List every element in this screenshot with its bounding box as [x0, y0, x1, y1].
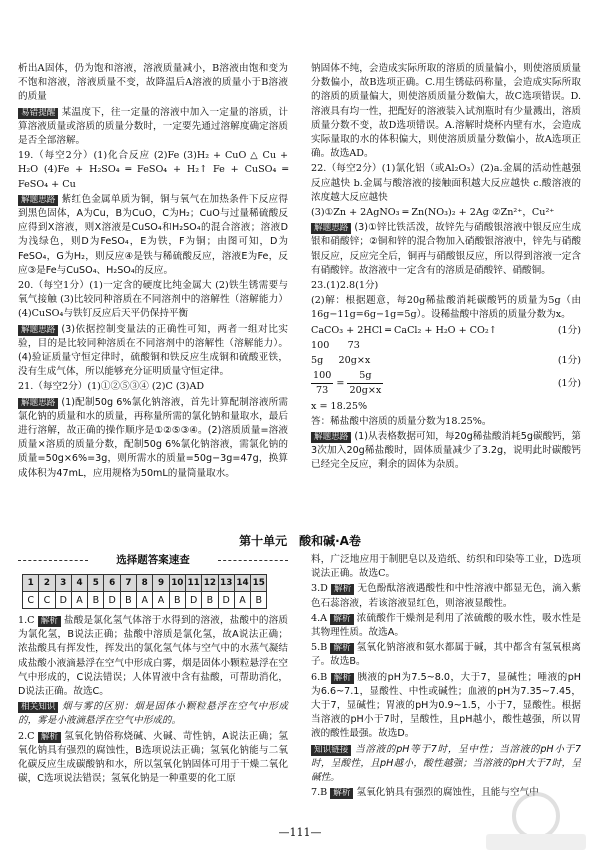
related-text: 烟与雾的区别：烟是固体小颗粒悬浮在空气中形成的，雾是小液滴悬浮在空气中形成的。 — [18, 701, 288, 727]
answer-number-cell: 10 — [169, 575, 185, 592]
question-21: 21.（每空2分）(1)①②⑤③④ (2)C (3)AD — [18, 381, 205, 393]
analysis-22 — [311, 221, 581, 278]
answer-letter-cell: C — [39, 592, 55, 609]
related-knowledge — [18, 700, 288, 728]
question-number: 5.B — [311, 642, 328, 654]
analysis-text: 无色酚酞溶液遇酸性和中性溶液中都显无色，滴入紫色石蕊溶液，若该溶液显红色，则溶液显酸性。 — [311, 583, 581, 609]
answer-letter-cell: A — [234, 592, 250, 609]
right-column-bottom — [311, 553, 581, 801]
denominator: 73 — [316, 385, 329, 397]
quick-answer-title: 选择题答案速查 — [18, 552, 288, 568]
analysis-23 — [311, 430, 581, 473]
answer-number-cell: 8 — [137, 575, 153, 592]
equals-sign: = — [336, 378, 345, 390]
answer-letter-cell: B — [169, 592, 185, 609]
analysis-tag: 解题思路 — [311, 432, 351, 443]
answer-table — [22, 574, 267, 609]
answer-number-cell: 14 — [234, 575, 250, 592]
answer-letter-cell: A — [71, 592, 87, 609]
answer-letter-cell: D — [185, 592, 201, 609]
question-1 — [18, 614, 288, 699]
answer-letter-row — [23, 592, 267, 609]
analysis-tag: 解题思路 — [18, 325, 58, 336]
left-column-bottom — [18, 614, 288, 787]
question-3 — [311, 582, 581, 610]
analysis-tag: 解题思路 — [18, 195, 58, 206]
analysis-tag: 解析 — [330, 643, 353, 654]
answer-letter-cell: B — [120, 592, 136, 609]
ratio-values: 5g 20g×x — [311, 355, 371, 367]
right-column — [311, 62, 581, 474]
answer-number-cell: 12 — [202, 575, 218, 592]
watermark-logo — [478, 790, 593, 854]
question-23: 23.(1)2.8(1分) — [311, 280, 379, 292]
ratio-row: 100 73 — [311, 339, 360, 351]
answer-number-cell: 7 — [120, 575, 136, 592]
proportion — [311, 369, 383, 398]
answer-letter-cell: B — [88, 592, 104, 609]
analysis-tag: 解题思路 — [311, 223, 351, 234]
tip-block — [18, 106, 288, 149]
paragraph: 析出A固体，仍为饱和溶液，溶液质量减小，B溶液由饱和变为不饱和溶液，溶液质量不变，故降温后A溶液的质量小于B溶液的质量 — [18, 63, 288, 103]
analysis-text: 氢氧化钠俗称烧碱、火碱、苛性钠，A说法正确；氢氧化钠具有强烈的腐蚀性，B选项说法正确；氢氧化钠能与二氧化碳反应生成碳酸钠和水，所以氢氧化钠固体可用于干燥二氧化碳，C选项说法错误；氢氧化钠是一种重要的化工原 — [18, 730, 288, 785]
question-2 — [18, 730, 288, 787]
equation: CaCO₃ + 2HCl ═ CaCl₂ + H₂O + CO₂↑ — [311, 324, 497, 336]
answer-line: 答：稀盐酸中溶质的质量分数为18.25%。 — [311, 415, 492, 427]
answer-number-cell: 4 — [71, 575, 87, 592]
analysis-text: 紫红色金属单质为铜，铜与氧气在加热条件下反应得到黑色固体，A为Cu，B为CuO，C为H₂；CuO与过量稀硫酸反应得到X溶液，则X溶液是CuSO₄和H₂SO₄的混合溶液；溶液D为浅绿色，则D为FeSO₄，E为铁，F为铜；由图可知，D为FeSO₄，G为H₂，则反应④是铁与稀硫酸反应，溶液E为Fe，反应③是Fe与CuSO₄、H₂SO₄的反应。 — [18, 193, 288, 276]
x-result: x = 18.25% — [311, 400, 368, 412]
analysis-text: 盐酸是氯化氢气体溶于水得到的溶液，盐酸中的溶质为氯化氢，B说法正确；盐酸中溶质是氯化氢，故A说法正确；浓盐酸具有挥发性，挥发出的氯化氢气体与空气中的水蒸气凝结成盐酸小液滴悬浮在空气中形成白雾，烟是固体小颗粒悬浮在空气中形成的，C说法错误；人体胃液中含有盐酸，可帮助消化，D说法正确。故选C。 — [18, 615, 288, 698]
analysis-tag: 解析 — [38, 732, 61, 743]
answer-letter-cell: D — [218, 592, 234, 609]
link-tag: 知识链接 — [311, 745, 351, 756]
answer-letter-cell: C — [23, 592, 39, 609]
analysis-tag: 解析 — [331, 673, 354, 684]
question-number: 4.A — [311, 612, 328, 624]
fraction-right — [347, 369, 383, 398]
analysis-20 — [18, 323, 288, 380]
answer-number-cell: 5 — [88, 575, 104, 592]
question-6 — [311, 671, 581, 742]
analysis-text: 氢氧化钠具有强烈的腐蚀性，且能与空气中 — [356, 787, 539, 799]
answer-letter-cell: B — [251, 592, 267, 609]
analysis-tag: 解析 — [330, 614, 353, 625]
answer-number-cell: 2 — [39, 575, 55, 592]
answer-number-cell: 11 — [185, 575, 201, 592]
proportion-row — [311, 369, 581, 398]
question-number: 7.B — [311, 787, 328, 799]
analysis-text: (3)依据控制变量法的正确性可知，两者一组对比实验，目的是比较同种溶质在不同溶剂中的溶解性（溶解能力）。(4)验证质量守恒定律时，硫酸铜和铁反应生成铜和硫酸亚铁，没有生成气体，所以能够充分证明质量守恒定律。 — [18, 323, 288, 378]
answer-number-cell: 15 — [251, 575, 267, 592]
analysis-tag: 解题思路 — [18, 398, 58, 409]
answer-letter-cell: D — [55, 592, 71, 609]
analysis-text: (1)从表格数据可知，每20g稀盐酸消耗5g碳酸钙，第3次加入20g稀盐酸时，固体质量减少了3.2g，说明此时碳酸钙已经完全反应，剩余的固体为杂质。 — [311, 431, 581, 471]
left-column — [18, 62, 288, 482]
page-number: —111— — [278, 826, 322, 839]
score: (1分) — [557, 355, 581, 367]
question-20: 20.（每空1分）(1)一定含的硬度比纯金属大 (2)铁生锈需要与氧气接触 (3)比较同种溶质在不同溶剂中的溶解性（溶解能力）(4)CuSO₄与铁钉反应后天平仍保持平衡 — [18, 280, 288, 320]
paragraph: 钠固体不纯，会造成实际所取的溶质的质量偏小，则使溶质质量分数偏小，故B选项正确。C.用生锈砝码称量，会造成实际所取的溶质的质量偏大，则使溶质质量分数偏大，故C选项错误。D.溶液具有均一性，把配好的溶液装入试剂瓶时有少量溅出，溶质质量分数不变，故D选项错误。A.溶解时烧杯内壁有水，会造成实际量取的水的体积偏大，则使溶质质量分数偏小，故A选项正确。故选AD。 — [311, 63, 581, 160]
analysis-text: 浓硫酸作干燥剂是利用了浓硫酸的吸水性，吸水性是其物理性质。故选A。 — [311, 612, 581, 639]
question-22: 22.（每空2分）(1)氯化铝（或Al₂O₃）(2)a.金属的活动性越强反应越快 b.金属与酸溶液的接触面积越大反应越快 c.酸溶液的浓度越大反应越快 — [311, 163, 581, 203]
analysis-19 — [18, 193, 288, 278]
answer-letter-cell: B — [202, 592, 218, 609]
tip-text: 某温度下，往一定量的溶液中加入一定量的溶质，计算溶液质量或溶质的质量分数时，一定要先通过溶解度确定溶质是否全部溶解。 — [18, 106, 288, 147]
question-19: 19.（每空2分）(1)化合反应 (2)Fe (3)H₂ + CuO △ Cu + H₂O (4)Fe + H₂SO₄ ═ FeSO₄ + H₂↑ Fe + CuSO₄ ═ FeSO₄ + Cu — [18, 150, 288, 190]
answer-letter-cell: A — [137, 592, 153, 609]
question-number: 6.B — [311, 671, 328, 683]
question-5 — [311, 641, 581, 669]
denominator: 20g×x — [349, 385, 382, 397]
answer-number-cell: 13 — [218, 575, 234, 592]
link-text: 当溶液的pH等于7时，呈中性；当溶液的pH小于7时，呈酸性，且pH越小，酸性越强；当溶液的pH大于7时，呈碱性。 — [311, 743, 581, 784]
answer-number-cell: 3 — [55, 575, 71, 592]
analysis-text: 胰液的pH为7.5~8.0，大于7，显碱性；唾液的pH为6.6~7.1，显酸性、中性或碱性；血液的pH为7.35~7.45，大于7，显碱性；胃液的pH为0.9~1.5，小于7，显酸性。根据当溶液的pH小于7时，呈酸性，且pH越小，酸性越强，所以胃液的酸性最强。故选D。 — [311, 671, 581, 740]
question-22-part-3: (3)①Zn + 2AgNO₃ ═ Zn(NO₃)₂ + 2Ag ②Zn²⁺，Cu²⁺ — [311, 207, 555, 219]
fraction-left — [311, 369, 333, 398]
answer-number-cell: 9 — [153, 575, 169, 592]
equation-row — [311, 324, 581, 338]
score: (1分) — [557, 324, 581, 336]
question-number: 1.C — [18, 615, 35, 626]
analysis-text: (3)①锌比铁活泼，故锌先与硝酸银溶液中银反应生成银和硝酸锌；②铜和锌的混合物加入硝酸银溶液中，锌先与硝酸银反应，反应完全后，铜再与硝酸银反应，所以得到溶液一定含有硝酸锌。故溶液中一定含有的溶质是硝酸锌、硝酸铜。 — [311, 222, 581, 276]
analysis-tag: 解析 — [331, 584, 354, 595]
ratio-row — [311, 354, 581, 368]
answer-number-cell: 6 — [104, 575, 120, 592]
analysis-text: 氢氧化钠溶液和氨水都属于碱，其中都含有氢氧根离子。故选B。 — [311, 642, 581, 668]
related-tag: 相关知识 — [18, 702, 58, 713]
analysis-text: (1)配制50g 6%氯化钠溶液，首先计算配制溶液所需氯化钠的质量和水的质量，再称量所需的氯化钠和量取水，最后进行溶解，故正确的操作顺序是①②⑤③④。(2)溶质质量=溶液质量×溶质的质量分数，配制50g 6%氯化钠溶液，需氯化钠的质量=50g×6%=3g，则所需水的质量=50g−3g=47g，换算成体积为47mL，应用规格为50mL的量筒量取水。 — [18, 396, 288, 479]
knowledge-link — [311, 743, 581, 786]
numerator: 5g — [347, 369, 383, 384]
answer-number-row — [23, 575, 267, 592]
paragraph: 料，广泛地应用于制肥皂以及造纸、纺织和印染等工业，D选项说法正确。故选C。 — [311, 554, 581, 580]
question-23-part-2: (2)解：根据题意，每20g稀盐酸消耗碳酸钙的质量为5g（由16g−11g=6g−1g=5g）。设稀盐酸中溶质的质量分数为x。 — [311, 295, 581, 321]
numerator: 100 — [311, 369, 333, 384]
analysis-tag: 解析 — [330, 788, 353, 799]
question-number: 3.D — [311, 583, 328, 595]
answer-letter-cell: D — [104, 592, 120, 609]
analysis-tag: 解析 — [38, 616, 61, 627]
answer-letter-cell: A — [153, 592, 169, 609]
answer-number-cell: 1 — [23, 575, 39, 592]
unit-title: 第十单元 酸和碱·A卷 — [239, 534, 361, 548]
tip-tag: 易错提醒 — [18, 108, 58, 119]
question-4 — [311, 612, 581, 640]
score: (1分) — [557, 377, 581, 389]
analysis-21 — [18, 396, 288, 481]
question-number: 2.C — [18, 730, 35, 742]
